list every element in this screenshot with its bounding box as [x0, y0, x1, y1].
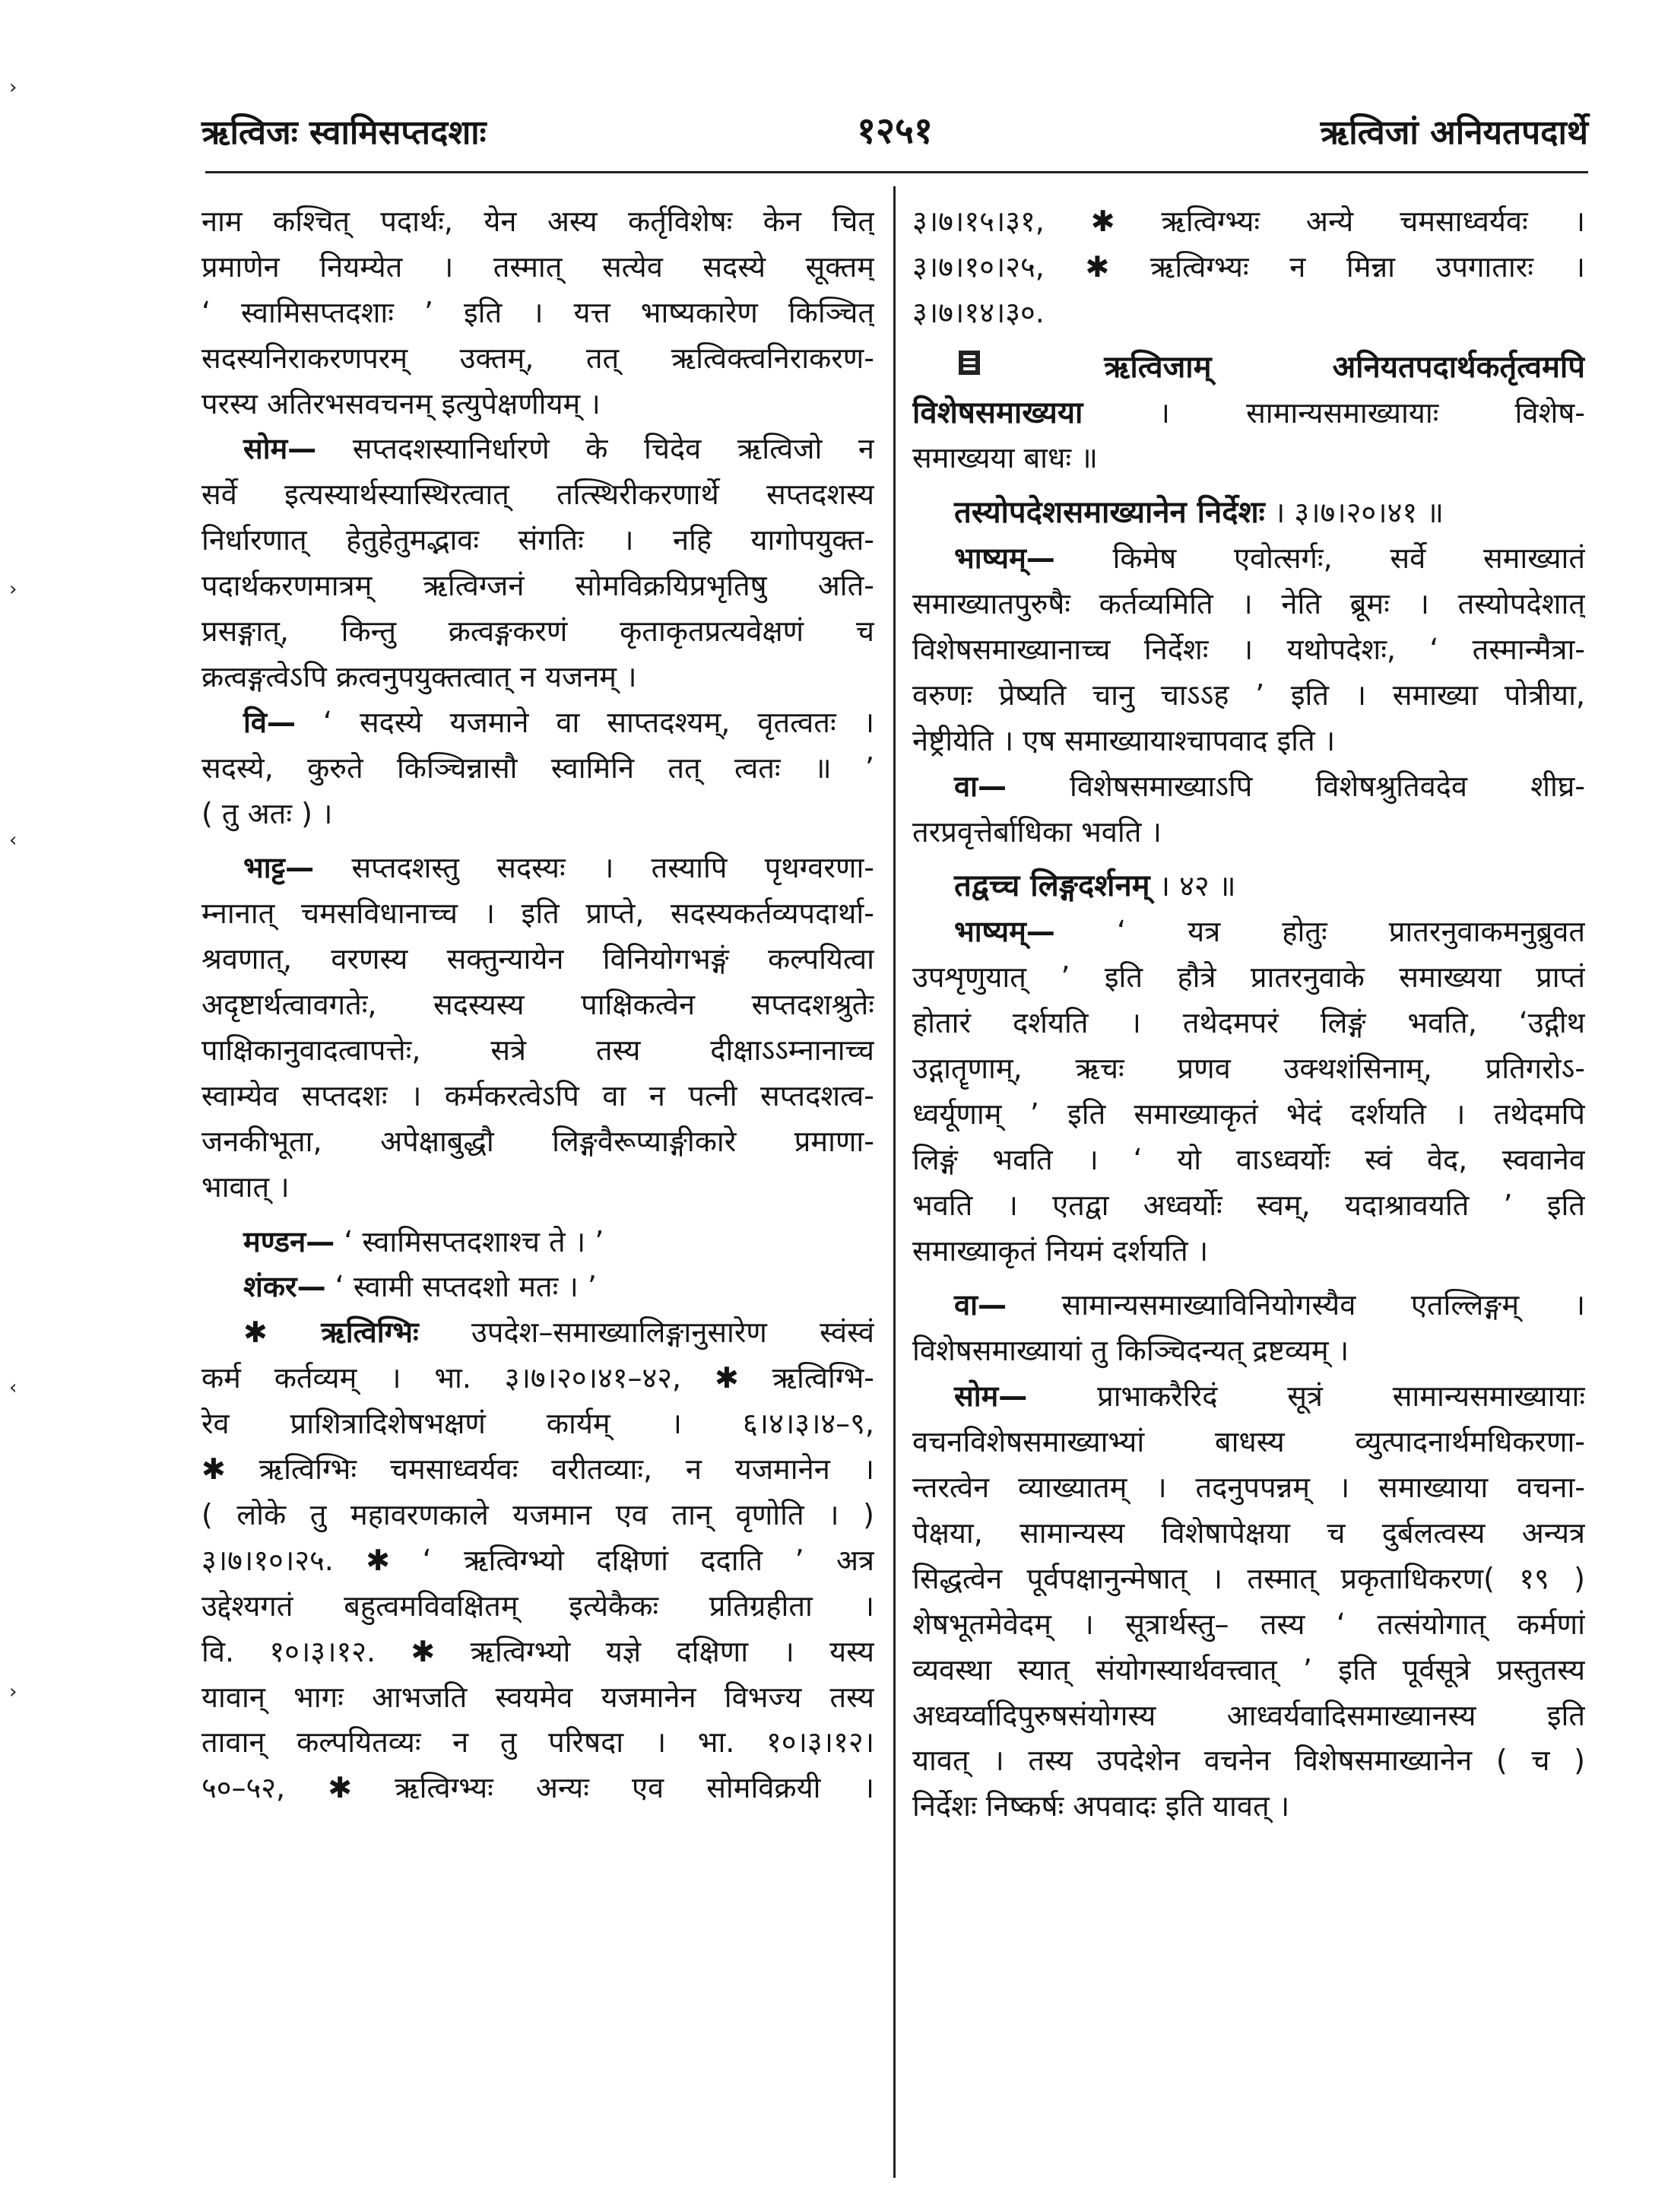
commentator-label: ✱ ऋत्विग्भिः — [243, 1315, 419, 1350]
line-text: समाख्यया बाधः ॥ — [912, 441, 1098, 475]
text-line — [912, 290, 1585, 336]
text-line — [201, 1584, 874, 1630]
text-line — [201, 655, 874, 700]
line-text: ‘ सदस्ये यजमाने वा साप्तदश्यम्, वृतत्वतः । — [295, 705, 874, 739]
line-text: ३।७।१०।२५. ✱ ‘ ऋत्विग्भ्यो दक्षिणां ददाति ’ अत्र — [201, 1543, 874, 1577]
line-text: जनकीभूता, अपेक्षाबुद्धौ लिङ्गवैरूप्याङ्गीकारे प्रमाणा- — [201, 1124, 874, 1158]
line-text: । ४२ ॥ — [1150, 869, 1236, 903]
line-text: विशेषसमाख्याऽपि विशेषश्रुतिवदेव शीघ्र- — [1006, 769, 1585, 803]
line-text: निर्देशः निष्कर्षः अपवादः इति यावत् । — [912, 1789, 1290, 1823]
line-text: नाम कश्चित् पदार्थः, येन अस्य कर्तृविशेषः केन चित् — [201, 205, 874, 238]
text-line — [201, 1074, 874, 1119]
line-text: पाक्षिकानुवादत्वापत्तेः, सत्रे तस्य दीक्षाऽऽम्नानाच्च — [201, 1033, 874, 1068]
line-text: ‘ स्वामिसप्तदशाः ’ इति । यत्त भाष्यकारेण किञ्चित् — [201, 295, 874, 329]
line-text: अध्वर्य्वादिपुरुषसंयोगस्य आध्वर्यवादिसमाख्यानस्य इति — [912, 1698, 1585, 1732]
line-text: समाख्यातपुरुषैः कर्तव्यमिति । नेति ब्रूमः । तस्योपदेशात् — [912, 587, 1585, 621]
line-text: क्रत्वङ्गत्वेऽपि क्रत्वनुपयुक्तत्वात् न यजनम् । — [201, 659, 637, 693]
column-divider — [893, 186, 896, 2178]
line-text: प्रमाणेन नियम्येत । तस्मात् सत्येव सदस्ये सूक्तम् — [201, 249, 874, 284]
line-text: उद्गातॄणाम्, ऋचः प्रणव उक्थशंसिनाम्, प्रतिगरोऽ- — [912, 1052, 1585, 1086]
line-text: वि. १०।३।१२. ✱ ऋत्विग्भ्यो यज्ञे दक्षिणा । यस्य — [201, 1634, 874, 1668]
line-text: ध्वर्यूणाम् ’ इति समाख्याकृतं भेदं दर्शयति । तथेदमपि — [912, 1096, 1585, 1131]
commentator-label: शंकर— — [243, 1270, 326, 1304]
line-text: यावान् भागः आभजति स्वयमेव यजमानेन विभज्य तस्य — [201, 1680, 874, 1714]
text-line — [912, 810, 1585, 855]
text-line — [201, 1356, 874, 1401]
text-line — [912, 909, 1585, 955]
line-text: रेव प्राशित्रादिशेषभक्षणं कार्यम् । ६।४।३।४–९, — [201, 1407, 874, 1441]
text-line — [912, 199, 1585, 245]
line-text: सर्वे इत्यस्यार्थस्यास्थिरत्वात् तत्स्थिरीकरणार्थे सप्तदशस्य — [201, 478, 874, 512]
text-line — [201, 1165, 874, 1211]
text-line — [201, 1119, 874, 1165]
commentator-label: सोम— — [954, 1379, 1028, 1414]
line-text: न्तरत्वेन व्याख्यातम् । तदनुपपन्नम् । समाख्याया वचना- — [912, 1471, 1585, 1505]
text-line — [201, 846, 874, 891]
line-text: ३।७।१०।२५, ✱ ऋत्विग्भ्यः न मिन्ना उपगातारः । — [912, 249, 1585, 284]
section-heading: विशेषसमाख्यया — [912, 395, 1083, 430]
text-line — [912, 1183, 1585, 1229]
page-header — [201, 100, 1588, 154]
line-text: विशेषसमाख्यानाच्च निर्देशः । यथोपदेशः, ‘ तस्मान्मैत्रा- — [912, 633, 1585, 667]
section-heading: ऋत्विजाम् अनियतपदार्थकर्तृत्वमपि — [1104, 349, 1585, 385]
commentator-label: वा— — [954, 1288, 1007, 1322]
text-line — [912, 1648, 1585, 1693]
line-text: श्रवणात्, वरणस्य सक्तुन्यायेन विनियोगभङ्गं कल्पयित्वा — [201, 942, 874, 976]
text-line — [912, 536, 1585, 582]
line-text: भावात् । — [201, 1169, 290, 1204]
text-line — [201, 1538, 874, 1584]
commentator-label: मण्डन— — [243, 1224, 335, 1258]
section-marker-icon — [954, 346, 985, 390]
text-line — [201, 1720, 874, 1766]
text-line — [912, 1693, 1585, 1739]
commentator-label: भाट्ट— — [243, 851, 315, 885]
text-line — [201, 1401, 874, 1447]
text-line — [912, 1328, 1585, 1374]
line-text: तावान् कल्पयितव्यः न तु परिषदा । भा. १०।३।१२। — [201, 1725, 874, 1760]
text-line — [201, 1220, 874, 1265]
line-text: सप्तदशस्यानिर्धारणे के चिदेव ऋत्विजो न — [316, 432, 874, 466]
text-line — [912, 1602, 1585, 1648]
line-text: सदस्ये, कुरुते किञ्चिन्नासौ स्वामिनि तत् त्वतः ॥ ’ — [201, 751, 874, 785]
text-line — [912, 955, 1585, 1001]
text-line — [912, 1738, 1585, 1784]
line-text: भवति । एतद्वा अध्वर्योः स्वम्, यदाश्रावयति ’ इति — [912, 1188, 1585, 1222]
text-line — [912, 627, 1585, 673]
text-line — [912, 1784, 1585, 1830]
line-text: ३।७।१४।३०. — [912, 295, 1045, 329]
line-text: निर्धारणात् हेतुहेतुमद्भावः संगतिः । नहि यागोपयुक्त- — [201, 523, 874, 557]
line-text: कर्म कर्तव्यम् । भा. ३।७।२०।४१–४२, ✱ ऋत्विग्भि- — [201, 1361, 874, 1395]
line-text: ३।७।१५।३१, ✱ ऋत्विग्भ्यः अन्ये चमसाध्वर्यवः । — [912, 205, 1585, 238]
text-line — [201, 427, 874, 472]
line-text: नेष्ट्रीयेति । एष समाख्यायाश्चापवाद इति । — [912, 723, 1336, 757]
margin-mark: › — [9, 1680, 17, 1703]
line-text: समाख्याकृतं नियमं दर्शयति । — [912, 1233, 1209, 1268]
text-line — [201, 1630, 874, 1675]
line-text: ( तु अतः ) । — [201, 796, 333, 830]
text-line — [912, 1046, 1585, 1092]
line-text: ‘ यत्र होतुः प्रातरनुवाकमनुब्रुवत — [1054, 915, 1585, 949]
text-line — [912, 391, 1585, 436]
line-text: । सामान्यसमाख्यायाः विशेष- — [1083, 395, 1585, 430]
line-text: प्राभाकरैरिदं सूत्रं सामान्यसमाख्यायाः — [1027, 1379, 1585, 1414]
line-text: शेषभूतमेवेदम् । सूत्रार्थस्तु– तस्य ‘ तत्संयोगात् कर्मणां — [912, 1607, 1585, 1641]
line-text: वचनविशेषसमाख्याभ्यां बाधस्य व्युत्पादनार्थमधिकरणा- — [912, 1425, 1585, 1459]
text-line — [201, 1447, 874, 1493]
text-line — [912, 436, 1585, 481]
text-line — [912, 1001, 1585, 1046]
text-line — [912, 1374, 1585, 1420]
line-text: उपशृणुयात् ’ इति हौत्रे प्रातरनुवाके समाख्यया प्राप्तं — [912, 960, 1585, 995]
line-text: ‘ स्वामिसप्तदशाश्च ते । ’ — [335, 1224, 604, 1258]
text-line — [912, 1229, 1585, 1274]
line-text: लिङ्गं भवति । ‘ यो वाऽध्वर्योः स्वं वेद, स्ववानेव — [912, 1142, 1585, 1176]
line-text: उद्देश्यगतं बहुत्वमविवक्षितम् इत्येकैकः प्रतिग्रहीता । — [201, 1588, 874, 1623]
text-line — [201, 609, 874, 655]
section-heading: तद्वच्च लिङ्गदर्शनम् — [954, 868, 1150, 904]
text-line — [201, 891, 874, 937]
line-text: अदृष्टार्थत्वावगतेः, सदस्यस्य पाक्षिकत्वेन सप्तदशश्रुतेः — [201, 988, 874, 1022]
commentator-label: वा— — [954, 769, 1007, 803]
line-text: सप्तदशस्तु सदस्यः । तस्यापि पृथग्वरणा- — [314, 851, 874, 885]
text-line — [201, 1265, 874, 1310]
line-text: ५०–५२, ✱ ऋत्विग्भ्यः अन्यः एव सोमविक्रयी । — [201, 1771, 874, 1805]
text-line — [201, 472, 874, 518]
text-line — [201, 1028, 874, 1074]
section-heading: तस्योपदेशसमाख्यानेन निर्देशः — [954, 495, 1265, 531]
text-line — [201, 1675, 874, 1721]
line-text: उपदेश–समाख्यालिङ्गानुसारेण स्वंस्वं — [418, 1315, 874, 1350]
text-line — [201, 336, 874, 382]
text-line — [912, 345, 1585, 391]
text-line — [201, 1766, 874, 1811]
commentator-label: सोम— — [243, 432, 317, 466]
header-rule — [205, 171, 1588, 173]
line-text: तरप्रवृत्तेर्बाधिका भवति । — [912, 814, 1162, 849]
margin-mark: ‹ — [9, 1376, 17, 1399]
line-text: पदार्थकरणमात्रम् ऋत्विग्जनं सोमविक्रयिप्रभृतिषु अति- — [201, 569, 874, 603]
line-text: सामान्यसमाख्याविनियोगस्यैव एतल्लिङ्गम् । — [1006, 1288, 1585, 1322]
text-line — [912, 1465, 1585, 1511]
text-line — [201, 518, 874, 563]
running-head-right: ऋत्विजां अनियतपदार्थे — [1320, 113, 1588, 152]
text-line — [912, 1511, 1585, 1557]
text-line — [201, 1310, 874, 1356]
text-line — [201, 199, 874, 245]
right-column — [912, 199, 1585, 1830]
commentator-label: वि— — [243, 705, 296, 739]
text-line — [201, 1493, 874, 1538]
text-line — [912, 1138, 1585, 1183]
text-line — [912, 719, 1585, 764]
line-text: म्नानात् चमसविधानाच्च । इति प्राप्ते, सदस्यकर्तव्यपदार्था- — [201, 897, 874, 931]
text-line — [201, 563, 874, 609]
text-line — [201, 792, 874, 837]
line-text: सदस्यनिराकरणपरम् उक्तम्, तत् ऋत्विक्त्वनिराकरण- — [201, 341, 874, 375]
line-text: होतारं दर्शयति । तथेदमपरं लिङ्गं भवति, ‘उद्गीथ — [912, 1006, 1585, 1040]
line-text: पेक्षया, सामान्यस्य विशेषापेक्षया च दुर्बलत्वस्य अन्यत्र — [912, 1515, 1585, 1550]
text-line — [201, 290, 874, 336]
commentator-label: भाष्यम्— — [954, 915, 1055, 949]
line-text: ✱ ऋत्विग्भिः चमसाध्वर्यवः वरीतव्याः, न यजमानेन । — [201, 1452, 874, 1487]
left-column — [201, 199, 874, 1811]
text-line — [201, 937, 874, 982]
text-line — [912, 764, 1585, 810]
text-line — [201, 746, 874, 792]
line-text: व्यवस्था स्यात् संयोगस्यार्थवत्त्वात् ’ इति पूर्वसूत्रे प्रस्तुतस्य — [912, 1652, 1585, 1687]
page-number: १२५१ — [857, 109, 933, 152]
line-text: स्वाम्येव सप्तदशः । कर्मकरत्वेऽपि वा न पत्नी सप्तदशत्व- — [201, 1078, 874, 1112]
text-line — [912, 1420, 1585, 1465]
text-line — [201, 700, 874, 746]
commentator-label: भाष्यम्— — [954, 541, 1055, 576]
text-line — [201, 245, 874, 290]
line-text: वरुणः प्रेष्यति चानु चाऽऽह ’ इति । समाख्या पोत्रीया, — [912, 678, 1585, 712]
line-text: किमेष एवोत्सर्गः, सर्वे समाख्यातं — [1054, 541, 1585, 576]
text-line — [912, 490, 1585, 536]
line-text: प्रसङ्गात्, किन्तु क्रत्वङ्गकरणं कृताकृतप्रत्यवेक्षणं च — [201, 614, 874, 649]
text-line — [912, 582, 1585, 627]
line-text: ( लोके तु महावरणकाले यजमान एव तान् वृणोति । ) — [201, 1497, 874, 1531]
line-text: सिद्धत्वेन पूर्वपक्षानुन्मेषात् । तस्मात् प्रकृताधिकरण( १९ ) — [912, 1561, 1585, 1595]
line-text: विशेषसमाख्यायां तु किञ्चिदन्यत् द्रष्टव्यम् । — [912, 1334, 1349, 1368]
text-line — [912, 864, 1585, 909]
margin-mark: › — [9, 578, 17, 601]
text-line — [912, 1557, 1585, 1602]
line-text: । ३।७।२०।४१ ॥ — [1264, 496, 1444, 530]
text-line — [912, 673, 1585, 719]
text-line — [201, 982, 874, 1028]
line-text: यावत् । तस्य उपदेशेन वचनेन विशेषसमाख्यानेन ( च ) — [912, 1744, 1585, 1778]
text-line — [912, 1092, 1585, 1138]
margin-mark: › — [9, 76, 17, 99]
text-line — [912, 1283, 1585, 1328]
margin-mark: ‹ — [9, 829, 17, 852]
text-line — [912, 245, 1585, 290]
running-head-left: ऋत्विजः स्वामिसप्तदशाः — [201, 113, 487, 152]
text-line — [201, 382, 874, 427]
line-text: ‘ स्वामी सप्तदशो मतः । ’ — [325, 1270, 597, 1304]
line-text: परस्य अतिरभसवचनम् इत्युपेक्षणीयम् । — [201, 386, 601, 421]
